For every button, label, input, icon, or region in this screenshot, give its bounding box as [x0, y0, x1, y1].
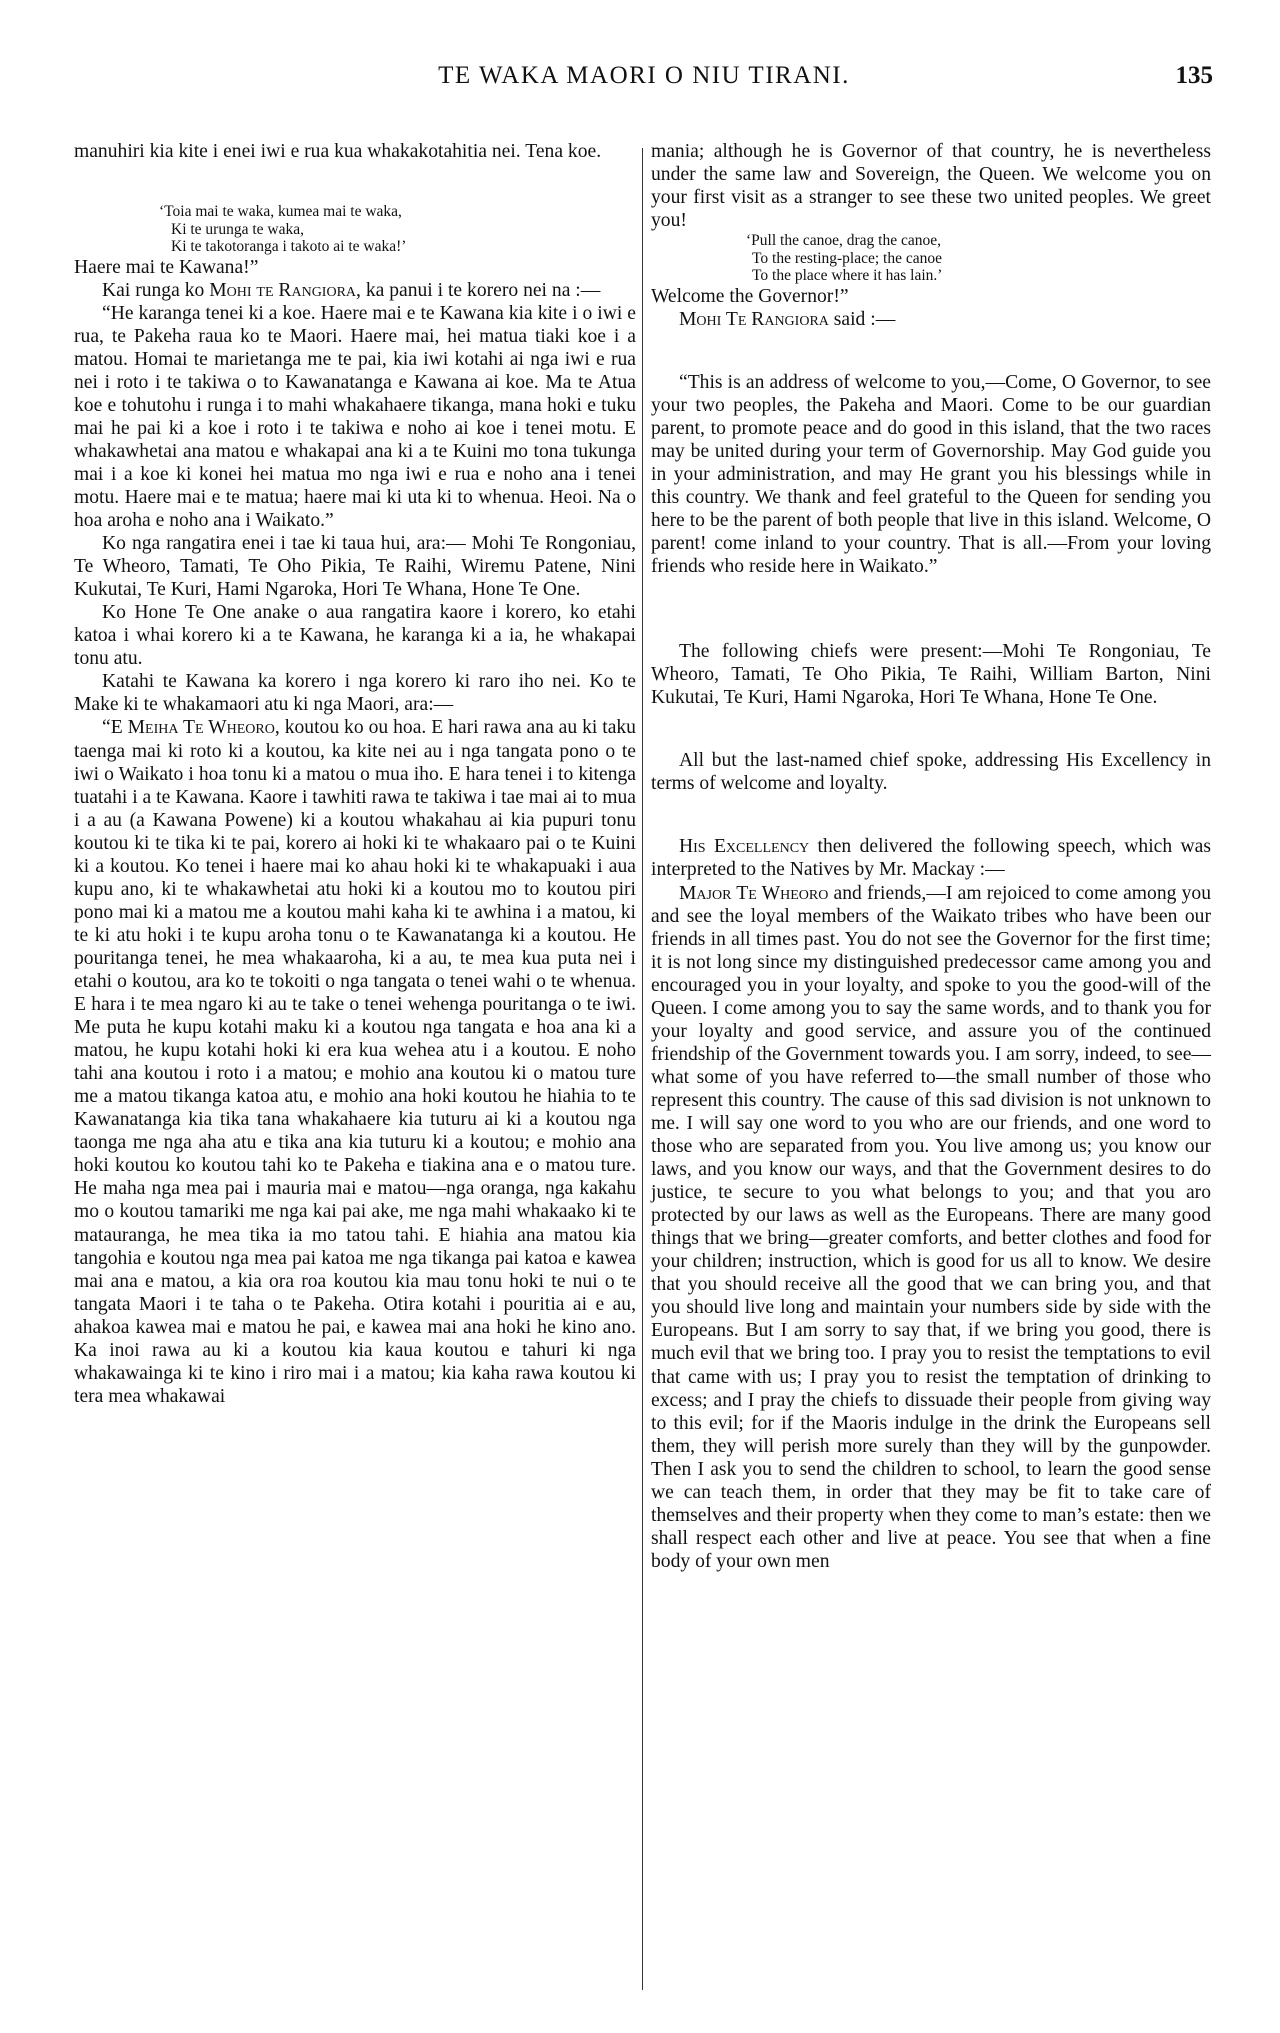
paragraph-karanga: “He karanga tenei ki a koe. Haere mai e te Kawana kia kite i o iwi e rua, te Pakeha raua ko te Maori. Haere mai, hei matua tiaki koe i a matou. Homai te marietanga me te pai, kia iwi kotahi ai nga iwi e rua nei i roto i te takiwa o to Kawanatanga e Kawana ai koe. Ma te Atua koe e tohutohu i runga i to mahi whakahaere tikanga, mana hoki e tuku mai he pai ki a koe i roto i te takiwa e noho ai koe i tenei motu. E whakawhetai ana matou e whakapai ana ki a te Kuini mo tona tukunga mai i a koe ki konei hei matua mo nga iwi e rua e noho ana i tenei motu. Haere mai e te matua; haere mai ki uta ki to whenua. Heoi. Na o hoa aroha e noho ana i Waikato.” [74, 302, 636, 532]
paragraph-mohi-said [651, 308, 1211, 331]
page-number: 135 [1175, 62, 1213, 89]
paragraph-all-but: All but the last-named chief spoke, addressing His Excellency in terms of welcome and loyalty. [651, 750, 1211, 795]
verse-line: ‘Pull the canoe, drag the canoe, [746, 232, 941, 250]
text: and friends,—I am rejoiced to come among you and see the loyal members of the Waikato tribes who have been our friends in all times past. You do not see the Governor for the first time; it is not long since my distinguished predecessor came among you and encouraged you in your loyalty, and spoke to you the good-will of the Queen. I come among you to say the same words, and to thank you for your loyalty and good service, and assure you of the continued friendship of the Government towards you. I am sorry, indeed, to see—what some of you have referred to—the small number of those who represent this country. The cause of this sad division is not unknown to me. I will say one word to you who are our friends, and one word to those who are separated from you. You live among us; you know our laws, and you know our ways, and that the Government desires to do justice, te secure to you what belongs to you; and that you aro protected by our laws as well as the Europeans. There are many good things that we bring—greater comforts, and better clothes and food for your children; instruction, which is good for us all to know. We desire that you should receive all the good that we can bring you, and that you should live long and maintain your numbers side by side with the Europeans. But I am sorry to say that, if we bring you good, there is much evil that we bring too. I pray you to resist the temptations to evil that came with us; I pray you to resist the temptation of drinking to excess; and I pray the chiefs to dissuade their people from giving way to this evil; for if the Maoris indulge in the drink the Europeans sell them, they will perish more surely than they will by the gunpowder. Then I ask you to send the children to school, to learn the good sense we can teach them, in order that they may be fit to take care of themselves and their property when they come to man’s estate: then we shall respect each other and live at peace. You see that when a fine body of your own men [651, 882, 1211, 1572]
spacer [651, 709, 1211, 749]
spacer [651, 331, 1211, 371]
speaker-name: Mohi Te Rangiora [679, 308, 829, 330]
spacer [651, 795, 1211, 835]
paragraph-rangatira: Ko nga rangatira enei i tae ki taua hui, ara:— Mohi Te Rongoniau, Te Wheoro, Tamati, Te Oho Pikia, Te Raihi, Wiremu Patene, Nini Kukutai, Te Kuri, Hami Ngaroka, Hori Te Whana, Hone Te One. [74, 533, 636, 601]
speaker-name: Major Te Wheoro [679, 882, 829, 904]
text: Kai runga ko [102, 279, 210, 301]
paragraph-haere: Haere mai te Kawana!” [74, 256, 259, 278]
running-title: TE WAKA MAORI O NIU TIRANI. [438, 62, 850, 89]
text: “E [102, 717, 128, 739]
spacer [651, 578, 1211, 640]
paragraph-mania: mania; although he is Governor of that country, he is nevertheless under the same law and Sovereign, the Queen. We welcome you on your first visit as a stranger to see these two united peoples. We greet you! [651, 141, 1211, 232]
column-divider [642, 148, 643, 1990]
verse-line: Ki te urunga te waka, [171, 220, 304, 238]
paragraph-speech [74, 716, 636, 1407]
verse-line: To the resting-place; the canoe [752, 249, 942, 267]
paragraph-kai-runga [74, 279, 636, 302]
page-header [75, 62, 1213, 102]
text: then delivered the following speech, which was interpreted to the Natives by Mr. Mackay :— [651, 836, 1211, 881]
verse-quote [651, 232, 1211, 285]
text: said :— [828, 308, 896, 330]
maori-column [74, 140, 636, 1408]
speaker-name: Meiha Te Wheoro [127, 717, 275, 739]
paragraph-welcome: Welcome the Governor!” [651, 285, 849, 307]
verse-line: Ki te takotoranga i takoto ai te waka!’ [171, 238, 407, 256]
text: , ka panui i te korero nei na :— [356, 279, 601, 301]
paragraph-chiefs: The following chiefs were present:—Mohi Te Rongoniau, Te Wheoro, Tamati, Te Oho Pikia, Te Raihi, William Barton, Nini Kukutai, Te Kuri, Hami Ngaroka, Hori Te Whana, Hone Te One. [651, 641, 1211, 709]
verse-line: To the place where it has lain.’ [752, 267, 943, 285]
paragraph-intro: manuhiri kia kite i enei iwi e rua kua whakakotahitia nei. Tena koe. [74, 141, 602, 162]
paragraph-address: “This is an address of welcome to you,—Come, O Governor, to see your two peoples, the Pakeha and Maori. Come to be our guardian parent, to promote peace and do good in this island, that the two races may be united during your term of Governorship. May God guide you in your administration, and may He grant you his blessings while in this country. We thank and feel grateful to the Queen for sending you here to be the parent of both people that live in this island. Welcome, O parent! come inland to your country. That is all.—From your loving friends who reside here in Waikato.” [651, 371, 1211, 578]
text: , koutou ko ou hoa. E hari rawa ana au ki taku taenga mai ki roto ki a koutou, ka kite nei au i nga tangata pono o te iwi o Waikato i hoa tonu ki a matou o mua iho. E hara tenei i to kitenga tuatahi i a te Kawana. Kaore i tawhiti rawa te takiwa i tae mai ai to mua i a au (a Kawana Powene) ki a koutou whakahau ai kia pupuri tonu koutou ki te tika ki te pai, korero ai hoki ki te whakaaro pai o te Kuini ki a koutou. Ko tenei i haere mai ko ahau hoki ki te whakapuaki i aua kupu ano, ki te whakawhetai atu hoki ki a koutou mo to koutou piri pono mai ki a matou me a koutou mahi kaha ki te awhina i a matou, ki te ki atu hoki i te kupu aroha tonu o te Kawanatanga ki a koutou. He pouritanga tenei, he mea whakaaroha, ki a au, te mea kua puta nei i etahi o koutou, ara ko te tokoiti o nga tangata o tenei wahi o te whenua. E hara i te mea ngaro ki au te take o tenei wehenga pouritanga o te iwi. Me puta he kupu kotahi maku ki a koutou nga tangata e hoa ana ki a matou, he kupu kotahi hoki ki era kua wehea atu i a koutou. E noho tahi ana koutou i roto i a matou; e mohio ana koutou ki o matou ture me a matou tikanga katoa atu, e mohio ana hoki koutou he hiahia to te Kawanatanga kia tika tana whakahaere kia tuturu ai ki a koutou nga taonga me nga aha atu e tika ana kia tuturu ki a koutou; e mohio ana hoki koutou ko koutou tahi ko te Pakeha e tiakina ana e o matou ture. He maha nga mea pai i mauria mai e matou—nga oranga, nga kakahu mo o koutou tamariki me nga kai pai ake, me nga mahi whakaako ki te matauranga, he mea tika ia mo tatou tahi. E hiahia ana matou kia tangohia e koutou nga mea pai katoa me nga tikanga pai katoa e kawea mai ana e matou, a kia ora roa koutou kia mau tonu hoki te nui o te tangata Maori i te taha o te Pakeha. Otira kotahi i pouritia ai e au, ahakoa kawea mai e matou he pai, e kawea mai ana hoki he kino ano. Ka inoi rawa au ki a koutou kia kaua koutou e tahuri ki nga whakawainga ki te kino i riro mai i a matou; kia kaha rawa koutou ki tera mea whakawai [74, 717, 636, 1407]
speaker-name: Mohi te Rangiora [209, 279, 357, 301]
english-column [651, 140, 1211, 1573]
speaker-name: His Excellency [679, 836, 810, 858]
paragraph-his-excellency [651, 835, 1211, 881]
paragraph-hone: Ko Hone Te One anake o aua rangatira kaore i korero, ko etahi katoa i whai korero ki a te Kawana, he karanga ki a ia, he whakapai tonu atu. [74, 602, 636, 670]
spacer [74, 163, 636, 203]
paragraph-katahi: Katahi te Kawana ka korero i nga korero ki raro iho nei. Ko te Make ki te whakamaori atu ki nga Maori, ara:— [74, 671, 636, 716]
verse-line: ‘Toia mai te waka, kumea mai te waka, [159, 203, 402, 221]
verse-quote [74, 203, 636, 256]
paragraph-governor-speech [651, 882, 1211, 1573]
